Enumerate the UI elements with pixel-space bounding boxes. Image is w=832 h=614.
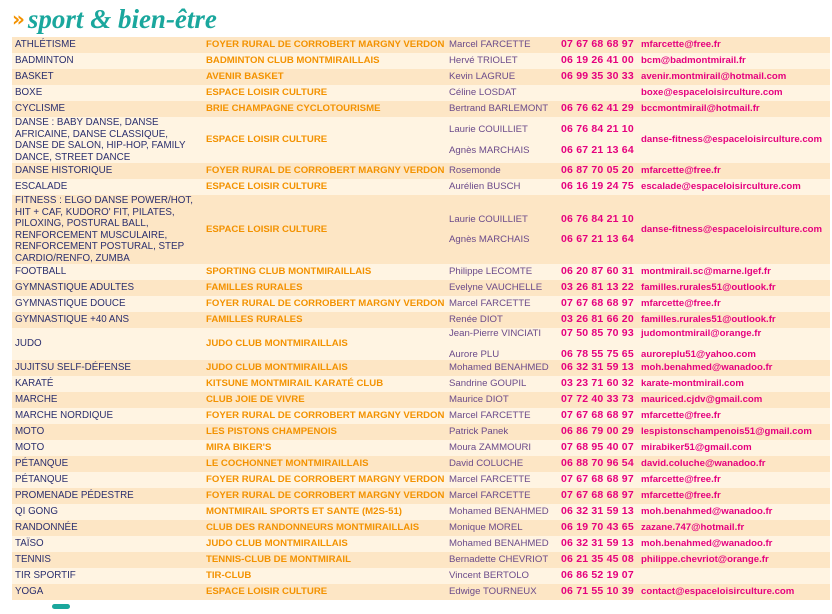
email-link[interactable]: david.coluche@wanadoo.fr <box>638 456 830 472</box>
phone-number[interactable]: 06 19 26 41 00 <box>561 54 634 67</box>
email-link[interactable]: bcm@badmontmirail.fr <box>638 53 830 69</box>
phone-cell <box>558 456 638 472</box>
table-row <box>12 101 830 117</box>
phone-cell <box>558 376 638 392</box>
email-link[interactable]: danse-fitness@espaceloisirculture.com <box>638 195 830 264</box>
table-row <box>12 312 830 328</box>
phone-cell <box>558 584 638 600</box>
email-link[interactable] <box>638 328 830 360</box>
contact-name: Maurice DIOT <box>449 394 509 406</box>
table-row <box>12 568 830 584</box>
contact-cell <box>446 440 558 456</box>
phone-cell <box>558 195 638 264</box>
contact-name: Hervé TRIOLET <box>449 55 518 67</box>
phone-cell <box>558 117 638 163</box>
email-link[interactable]: mfarcette@free.fr <box>638 488 830 504</box>
contact-name: Mohamed BENAHMED <box>449 362 549 374</box>
table-row <box>12 456 830 472</box>
phone-cell <box>558 312 638 328</box>
contact-name: Philippe LECOMTE <box>449 266 533 278</box>
contact-cell <box>446 101 558 117</box>
phone-cell <box>558 360 638 376</box>
phone-cell <box>558 536 638 552</box>
phone-number[interactable]: 06 32 31 59 13 <box>561 537 634 550</box>
phone-number[interactable]: 06 76 84 21 10 <box>561 123 634 135</box>
club-cell: AVENIR BASKET <box>203 69 446 85</box>
table-row <box>12 85 830 101</box>
phone-number[interactable]: 07 50 85 70 93 <box>561 328 634 339</box>
contact-cell <box>446 296 558 312</box>
contact-cell <box>446 392 558 408</box>
email-link[interactable]: mfarcette@free.fr <box>638 37 830 53</box>
contact-name: Renée DIOT <box>449 314 503 326</box>
contact-name: Marcel FARCETTE <box>449 410 531 422</box>
activity-cell: TIR SPORTIF <box>12 568 203 584</box>
phone-number[interactable]: 06 86 52 19 07 <box>561 569 634 582</box>
phone-number[interactable]: 06 88 70 96 54 <box>561 457 634 470</box>
activity-cell: MOTO <box>12 440 203 456</box>
phone-cell <box>558 472 638 488</box>
table-row <box>12 520 830 536</box>
table-row <box>12 488 830 504</box>
email-link[interactable]: mfarcette@free.fr <box>638 163 830 179</box>
club-cell: FAMILLES RURALES <box>203 312 446 328</box>
email-link[interactable]: mirabiker51@gmail.com <box>638 440 830 456</box>
table-row <box>12 408 830 424</box>
activity-cell: MARCHE NORDIQUE <box>12 408 203 424</box>
email-link[interactable]: boxe@espaceloisirculture.com <box>638 85 830 101</box>
contact-cell <box>446 456 558 472</box>
double-chevron-icon: » <box>12 7 22 31</box>
table-row <box>12 264 830 280</box>
table-row <box>12 37 830 53</box>
club-cell: FOYER RURAL DE CORROBERT MARGNY VERDON <box>203 163 446 179</box>
table-row <box>12 296 830 312</box>
phone-number[interactable]: 06 21 35 45 08 <box>561 553 634 566</box>
phone-cell <box>558 488 638 504</box>
email-link[interactable]: bccmontmirail@hotmail.fr <box>638 101 830 117</box>
contact-name: Bertrand BARLEMONT <box>449 103 549 115</box>
contact-cell <box>446 53 558 69</box>
table-row <box>12 280 830 296</box>
club-cell: JUDO CLUB MONTMIRAILLAIS <box>203 328 446 360</box>
table-row <box>12 504 830 520</box>
email-link[interactable]: mfarcette@free.fr <box>638 472 830 488</box>
phone-cell <box>558 85 638 101</box>
contact-cell <box>446 163 558 179</box>
table-row <box>12 376 830 392</box>
contact-cell <box>446 536 558 552</box>
club-cell: LE COCHONNET MONTMIRAILLAIS <box>203 456 446 472</box>
phone-cell <box>558 101 638 117</box>
contact-cell <box>446 69 558 85</box>
activity-cell: ESCALADE <box>12 179 203 195</box>
activity-cell: GYMNASTIQUE ADULTES <box>12 280 203 296</box>
activity-cell: BASKET <box>12 69 203 85</box>
activity-cell: BOXE <box>12 85 203 101</box>
club-cell: KITSUNE MONTMIRAIL KARATÉ CLUB <box>203 376 446 392</box>
contact-name: Mohamed BENAHMED <box>449 506 549 518</box>
phone-number[interactable]: 06 86 79 00 29 <box>561 425 634 438</box>
phone-number[interactable]: 06 76 84 21 10 <box>561 212 634 225</box>
email-link[interactable]: danse-fitness@espaceloisirculture.com <box>638 117 830 163</box>
phone-cell <box>558 328 638 360</box>
phone-number[interactable]: 06 16 19 24 75 <box>561 180 634 193</box>
contact-cell <box>446 264 558 280</box>
page-footer-decoration <box>12 604 72 612</box>
table-row <box>12 552 830 568</box>
activity-cell: GYMNASTIQUE DOUCE <box>12 296 203 312</box>
contact-name: Rosemonde <box>449 165 501 177</box>
phone-number[interactable]: 06 32 31 59 13 <box>561 505 634 518</box>
contact-cell <box>446 280 558 296</box>
contact-name: Patrick Panek <box>449 426 509 438</box>
activity-cell: DANSE : BABY DANSE, DANSE AFRICAINE, DANSE CLASSIQUE, DANSE DE SALON, HIP-HOP, FAMILY DANCE, STREET DANCE <box>12 117 203 163</box>
phone-number[interactable]: 06 67 21 13 64 <box>561 233 634 245</box>
email-link[interactable]: karate-montmirail.com <box>638 376 830 392</box>
contact-cell <box>446 179 558 195</box>
contact-cell <box>446 568 558 584</box>
contact-name: Edwige TOURNEUX <box>449 586 537 598</box>
phone-number[interactable]: 07 68 95 40 07 <box>561 441 634 454</box>
contact-name: Moura ZAMMOURI <box>449 442 532 454</box>
contact-cell <box>446 312 558 328</box>
club-cell: TENNIS-CLUB DE MONTMIRAIL <box>203 552 446 568</box>
club-cell: FOYER RURAL DE CORROBERT MARGNY VERDON <box>203 472 446 488</box>
contact-cell <box>446 504 558 520</box>
contact-name: Marcel FARCETTE <box>449 490 531 502</box>
phone-cell <box>558 53 638 69</box>
table-row <box>12 195 830 264</box>
club-cell: FAMILLES RURALES <box>203 280 446 296</box>
activity-cell: FOOTBALL <box>12 264 203 280</box>
phone-number[interactable]: 07 72 40 33 73 <box>561 393 634 406</box>
phone-number[interactable]: 06 76 62 41 29 <box>561 102 634 115</box>
phone-number[interactable]: 07 67 68 68 97 <box>561 409 634 422</box>
activity-cell: TENNIS <box>12 552 203 568</box>
email-link[interactable] <box>638 568 830 584</box>
contact-cell <box>446 195 558 264</box>
contact-name: Laurie COUILLIET <box>449 124 528 135</box>
phone-number[interactable]: 07 67 68 68 97 <box>561 38 634 51</box>
phone-cell <box>558 296 638 312</box>
club-cell: MONTMIRAIL SPORTS ET SANTE (M2S-51) <box>203 504 446 520</box>
phone-number[interactable]: 06 87 70 05 20 <box>561 164 634 177</box>
table-row <box>12 69 830 85</box>
contact-name: Aurore PLU <box>449 348 500 360</box>
email-link[interactable]: familles.rurales51@outlook.fr <box>638 312 830 328</box>
contact-name: David COLUCHE <box>449 458 524 470</box>
club-cell: JUDO CLUB MONTMIRAILLAIS <box>203 360 446 376</box>
activity-cell: TAÏSO <box>12 536 203 552</box>
email-link[interactable]: montmirail.sc@marne.lgef.fr <box>638 264 830 280</box>
phone-cell <box>558 37 638 53</box>
club-cell: JUDO CLUB MONTMIRAILLAIS <box>203 536 446 552</box>
activity-cell: GYMNASTIQUE +40 ANS <box>12 312 203 328</box>
contact-cell <box>446 488 558 504</box>
phone-number[interactable]: 03 23 71 60 32 <box>561 377 634 390</box>
email-link[interactable]: mfarcette@free.fr <box>638 408 830 424</box>
phone-cell <box>558 392 638 408</box>
contact-name: Marcel FARCETTE <box>449 39 531 51</box>
section-header <box>12 2 217 36</box>
club-cell: MIRA BIKER'S <box>203 440 446 456</box>
club-cell: FOYER RURAL DE CORROBERT MARGNY VERDON <box>203 37 446 53</box>
contact-name: Agnès MARCHAIS <box>449 144 530 156</box>
phone-cell <box>558 504 638 520</box>
phone-number[interactable]: 06 78 55 75 65 <box>561 347 634 360</box>
phone-cell <box>558 552 638 568</box>
phone-number[interactable]: 06 19 70 43 65 <box>561 521 634 534</box>
contact-cell <box>446 472 558 488</box>
phone-cell <box>558 163 638 179</box>
phone-number[interactable]: 06 99 35 30 33 <box>561 70 634 83</box>
contact-name: Laurie COUILLIET <box>449 213 528 225</box>
contact-name: Monique MOREL <box>449 522 523 534</box>
phone-cell <box>558 264 638 280</box>
club-cell: CLUB JOIE DE VIVRE <box>203 392 446 408</box>
table-row <box>12 179 830 195</box>
activity-cell: MOTO <box>12 424 203 440</box>
email-link[interactable]: mauriced.cjdv@gmail.com <box>638 392 830 408</box>
phone-number[interactable]: 06 20 87 60 31 <box>561 265 634 278</box>
contact-cell <box>446 85 558 101</box>
email-address[interactable]: judomontmirail@orange.fr <box>641 328 762 339</box>
contact-cell <box>446 328 558 360</box>
contact-name: Mohamed BENAHMED <box>449 538 549 550</box>
section-title: sport & bien-être <box>27 3 217 34</box>
activity-cell: KARATÉ <box>12 376 203 392</box>
activity-cell: QI GONG <box>12 504 203 520</box>
contact-cell <box>446 117 558 163</box>
contact-cell <box>446 376 558 392</box>
contact-name: Bernadette CHEVRIOT <box>449 554 549 566</box>
table-row <box>12 163 830 179</box>
email-link[interactable]: familles.rurales51@outlook.fr <box>638 280 830 296</box>
club-cell: FOYER RURAL DE CORROBERT MARGNY VERDON <box>203 296 446 312</box>
contact-name: Sandrine GOUPIL <box>449 378 527 390</box>
club-cell: ESPACE LOISIR CULTURE <box>203 195 446 264</box>
email-link[interactable]: escalade@espaceloisirculture.com <box>638 179 830 195</box>
contact-cell <box>446 584 558 600</box>
email-link[interactable]: lespistonschampenois51@gmail.com <box>638 424 830 440</box>
phone-number[interactable]: 06 67 21 13 64 <box>561 143 634 156</box>
club-cell: FOYER RURAL DE CORROBERT MARGNY VERDON <box>203 488 446 504</box>
club-cell: TIR-CLUB <box>203 568 446 584</box>
contact-name: Aurélien BUSCH <box>449 181 521 193</box>
phone-cell <box>558 69 638 85</box>
phone-number[interactable]: 07 67 68 68 97 <box>561 473 634 486</box>
contact-name: Marcel FARCETTE <box>449 474 531 486</box>
table-row <box>12 584 830 600</box>
activity-cell: ATHLÉTISME <box>12 37 203 53</box>
club-cell: SPORTING CLUB MONTMIRAILLAIS <box>203 264 446 280</box>
activity-cell: JUDO <box>12 328 203 360</box>
table-row <box>12 392 830 408</box>
activity-cell: PÉTANQUE <box>12 456 203 472</box>
club-cell: LES PISTONS CHAMPENOIS <box>203 424 446 440</box>
activity-cell: BADMINTON <box>12 53 203 69</box>
club-cell: ESPACE LOISIR CULTURE <box>203 179 446 195</box>
email-link[interactable]: moh.benahmed@wanadoo.fr <box>638 504 830 520</box>
activity-cell: CYCLISME <box>12 101 203 117</box>
phone-cell <box>558 408 638 424</box>
contact-cell <box>446 360 558 376</box>
phone-number[interactable]: 03 26 81 13 22 <box>561 281 634 294</box>
table-row <box>12 53 830 69</box>
email-address[interactable]: auroreplu51@yahoo.com <box>641 348 756 360</box>
table-row <box>12 472 830 488</box>
table-row <box>12 440 830 456</box>
phone-number[interactable]: 07 67 68 68 97 <box>561 297 634 310</box>
contact-name: Marcel FARCETTE <box>449 298 531 310</box>
phone-cell <box>558 280 638 296</box>
email-link[interactable]: moh.benahmed@wanadoo.fr <box>638 536 830 552</box>
activity-cell: YOGA <box>12 584 203 600</box>
activity-cell: PROMENADE PÉDESTRE <box>12 488 203 504</box>
contact-name: Agnès MARCHAIS <box>449 234 530 245</box>
contact-name: Jean-Pierre VINCIATI <box>449 328 542 339</box>
activity-cell: DANSE HISTORIQUE <box>12 163 203 179</box>
email-link[interactable]: moh.benahmed@wanadoo.fr <box>638 360 830 376</box>
contact-name: Céline LOSDAT <box>449 87 517 99</box>
phone-number[interactable]: 06 71 55 10 39 <box>561 585 634 598</box>
phone-cell <box>558 179 638 195</box>
contact-name: Evelyne VAUCHELLE <box>449 282 543 294</box>
club-cell: CLUB DES RANDONNEURS MONTMIRAILLAIS <box>203 520 446 536</box>
contact-name: Vincent BERTOLO <box>449 570 529 582</box>
contact-cell <box>446 408 558 424</box>
phone-number[interactable]: 07 67 68 68 97 <box>561 489 634 502</box>
contact-cell <box>446 520 558 536</box>
email-link[interactable]: avenir.montmirail@hotmail.com <box>638 69 830 85</box>
email-link[interactable]: philippe.chevriot@orange.fr <box>638 552 830 568</box>
table-row <box>12 328 830 360</box>
activity-cell: RANDONNÉE <box>12 520 203 536</box>
activity-cell: MARCHE <box>12 392 203 408</box>
phone-cell <box>558 424 638 440</box>
email-link[interactable]: mfarcette@free.fr <box>638 296 830 312</box>
club-cell: ESPACE LOISIR CULTURE <box>203 584 446 600</box>
sports-directory-table <box>12 37 830 600</box>
club-cell: ESPACE LOISIR CULTURE <box>203 117 446 163</box>
table-row <box>12 117 830 163</box>
phone-cell <box>558 520 638 536</box>
table-row <box>12 536 830 552</box>
activity-cell: PÉTANQUE <box>12 472 203 488</box>
phone-number[interactable]: 06 32 31 59 13 <box>561 361 634 374</box>
phone-number[interactable]: 03 26 81 66 20 <box>561 313 634 326</box>
contact-cell <box>446 37 558 53</box>
email-link[interactable]: zazane.747@hotmail.fr <box>638 520 830 536</box>
club-cell: ESPACE LOISIR CULTURE <box>203 85 446 101</box>
phone-cell <box>558 440 638 456</box>
table-row <box>12 360 830 376</box>
club-cell: BRIE CHAMPAGNE CYCLOTOURISME <box>203 101 446 117</box>
contact-name: Kevin LAGRUE <box>449 71 516 83</box>
phone-cell <box>558 568 638 584</box>
contact-cell <box>446 552 558 568</box>
club-cell: FOYER RURAL DE CORROBERT MARGNY VERDON <box>203 408 446 424</box>
email-link[interactable]: contact@espaceloisirculture.com <box>638 584 830 600</box>
contact-cell <box>446 424 558 440</box>
club-cell: BADMINTON CLUB MONTMIRAILLAIS <box>203 53 446 69</box>
activity-cell: FITNESS : ELGO DANSE POWER/HOT, HIT + CAF, KUDORO' FIT, PILATES, PILOXING, POSTURAL BALL, RENFORCEMENT MUSCULAIRE, RENFORCEMENT POSTURAL, STEP CARDIO/RENFO, ZUMBA <box>12 195 203 264</box>
table-row <box>12 424 830 440</box>
activity-cell: JUJITSU SELF-DÉFENSE <box>12 360 203 376</box>
